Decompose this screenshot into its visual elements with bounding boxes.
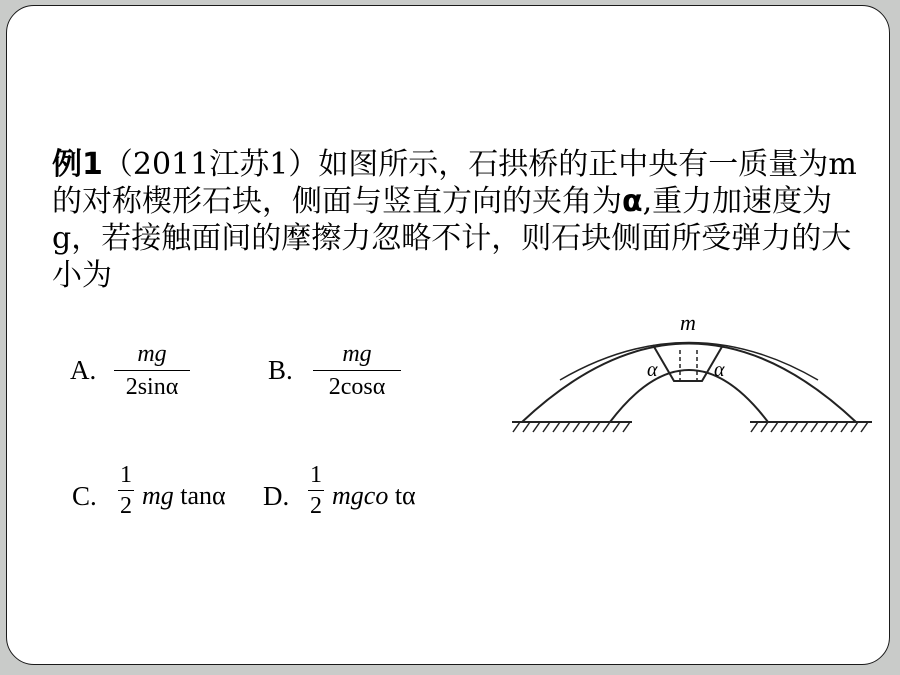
hatch-mark — [593, 422, 600, 432]
hatch-mark — [543, 422, 550, 432]
hatch-mark — [751, 422, 758, 432]
question-label: 例1 — [52, 147, 103, 182]
hatch-mark — [603, 422, 610, 432]
hatch-mark — [533, 422, 540, 432]
option-d-half: 1 2 — [310, 462, 322, 519]
ground-hatch-left — [513, 422, 630, 432]
mass-label: m — [680, 310, 696, 335]
option-d-expression: mgco tα — [332, 481, 416, 510]
option-c-letter: C. — [72, 481, 97, 511]
option-a-letter: A. — [70, 355, 97, 385]
hatch-mark — [523, 422, 530, 432]
hatch-mark — [781, 422, 788, 432]
hatch-mark — [583, 422, 590, 432]
hatch-mark — [573, 422, 580, 432]
hatch-mark — [851, 422, 858, 432]
hatch-mark — [861, 422, 868, 432]
inner-arch — [610, 370, 768, 422]
option-b-fraction: mg 2cosα — [313, 340, 401, 401]
hatch-mark — [771, 422, 778, 432]
hatch-mark — [553, 422, 560, 432]
option-c-half: 1 2 — [120, 462, 132, 519]
option-b-letter: B. — [268, 355, 293, 385]
arch-band — [560, 343, 818, 381]
angle-label-right: α — [714, 359, 725, 381]
hatch-mark — [791, 422, 798, 432]
hatch-mark — [811, 422, 818, 432]
hatch-mark — [563, 422, 570, 432]
hatch-mark — [513, 422, 520, 432]
hatch-mark — [841, 422, 848, 432]
option-a-fraction: mg 2sinα — [114, 340, 190, 401]
hatch-mark — [623, 422, 630, 432]
option-d-letter: D. — [263, 481, 290, 511]
outer-arch — [522, 344, 856, 423]
hatch-mark — [831, 422, 838, 432]
angle-label-left: α — [647, 359, 658, 381]
question-text: 例1（2011江苏1）如图所示，石拱桥的正中央有一质量为m的对称楔形石块，侧面与竖直方向的夹角为α,重力加速度为g，若接触面间的摩擦力忽略不计，则石块侧面所受弹力的大小为 — [52, 147, 857, 293]
hatch-mark — [801, 422, 808, 432]
hatch-mark — [821, 422, 828, 432]
hatch-mark — [613, 422, 620, 432]
option-c-expression: mg tanα — [142, 481, 226, 510]
ground-hatch-right — [751, 422, 868, 432]
hatch-mark — [761, 422, 768, 432]
